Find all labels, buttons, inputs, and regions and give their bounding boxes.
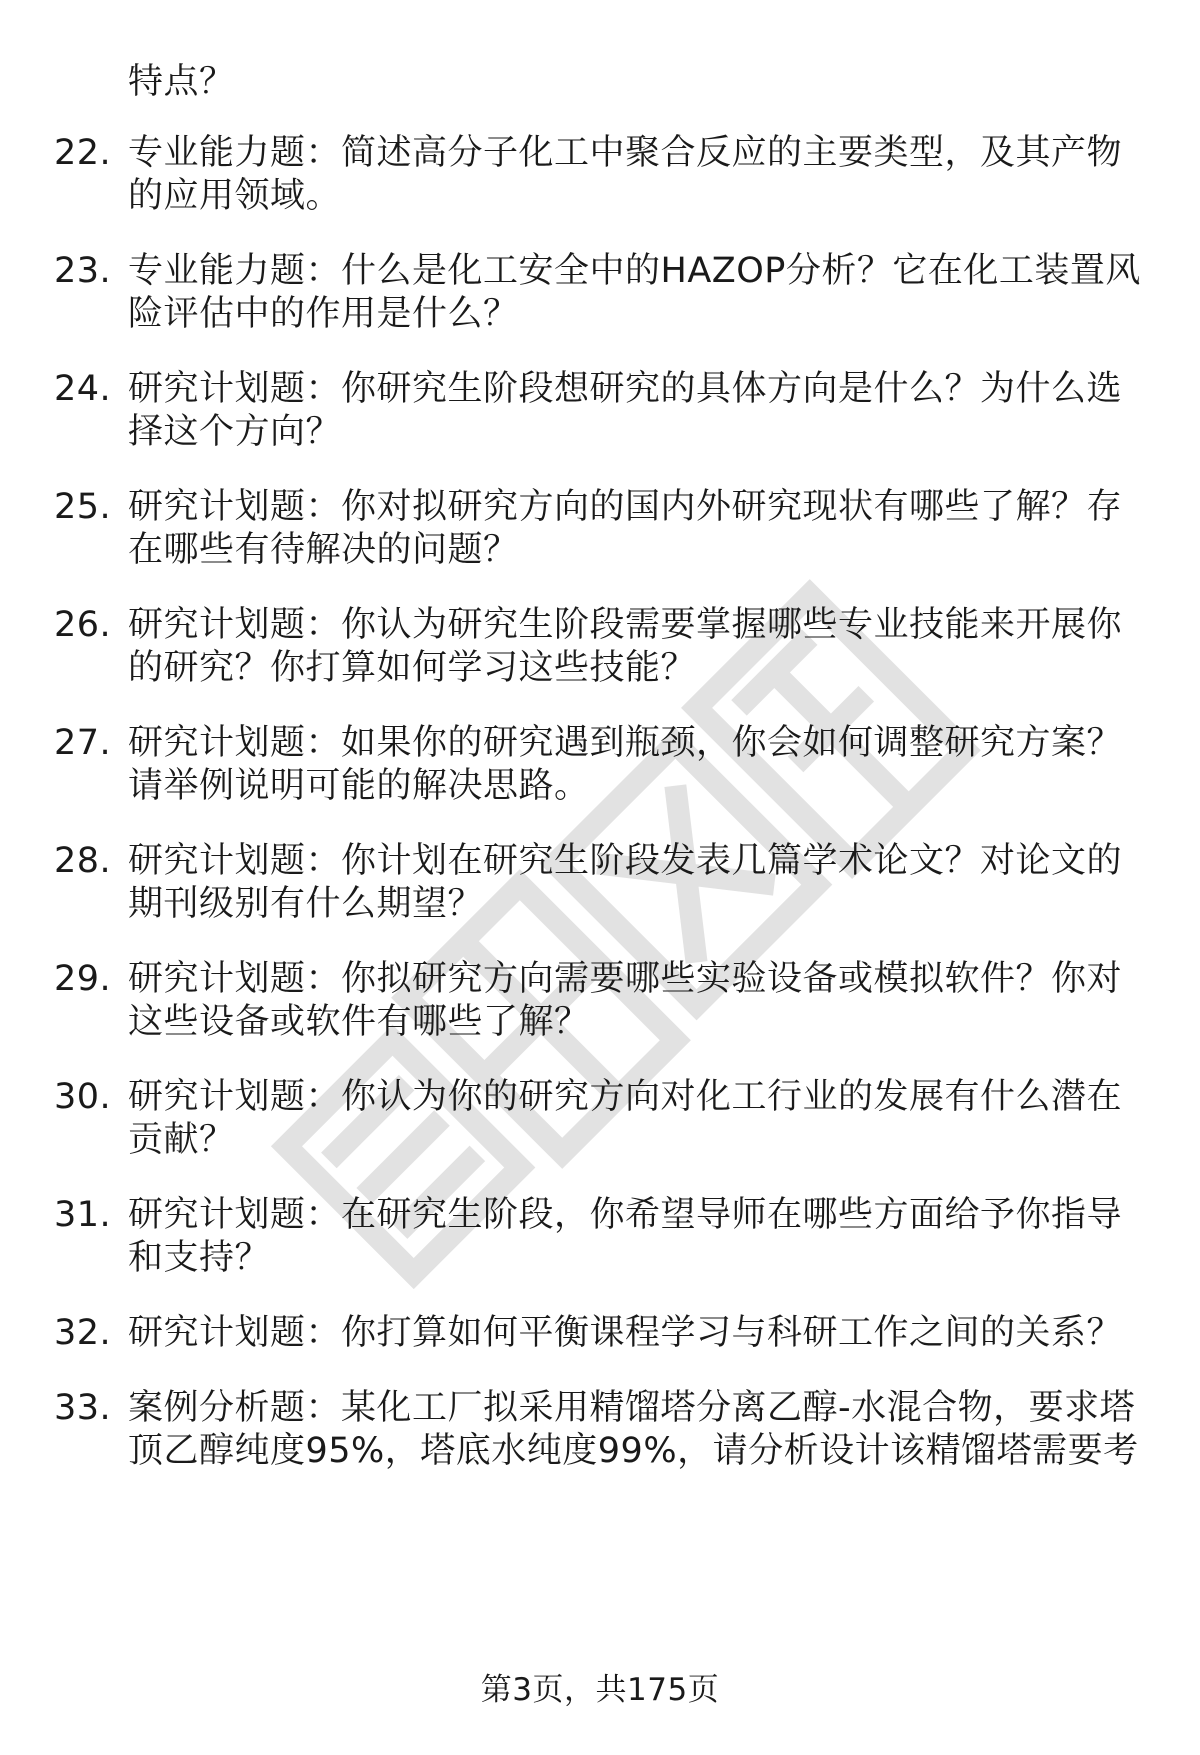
question-text-line: 研究计划题：你拟研究方向需要哪些实验设备或模拟软件？你对	[128, 959, 1123, 999]
question-text-line: 研究计划题：你认为研究生阶段需要掌握哪些专业技能来开展你	[128, 605, 1123, 645]
question-text-line: 和支持？	[128, 1238, 271, 1278]
question-number: 25.	[54, 487, 112, 527]
question-text-line: 研究计划题：在研究生阶段，你希望导师在哪些方面给予你指导	[128, 1195, 1123, 1235]
question-text	[128, 1076, 1158, 1162]
question-text-line: 研究计划题：你认为你的研究方向对化工行业的发展有什么潜在	[128, 1077, 1123, 1117]
question-text-line: 这些设备或软件有哪些了解？	[128, 1002, 590, 1042]
question-text-line: 案例分析题：某化工厂拟采用精馏塔分离乙醇-水混合物，要求塔	[128, 1388, 1136, 1428]
question-text-line: 研究计划题：你对拟研究方向的国内外研究现状有哪些了解？存	[128, 487, 1123, 527]
question-number: 28.	[54, 841, 112, 881]
question-text-line: 的研究？你打算如何学习这些技能？	[128, 648, 697, 688]
question-text	[128, 368, 1158, 454]
question-text-line: 在哪些有待解决的问题？	[128, 530, 519, 570]
question-number: 24.	[54, 369, 112, 409]
question-text	[128, 1312, 1158, 1355]
question-text	[128, 604, 1158, 690]
question-text	[128, 250, 1158, 336]
question-text-line: 择这个方向？	[128, 412, 342, 452]
question-text-line: 期刊级别有什么期望？	[128, 884, 484, 924]
question-text-line: 险评估中的作用是什么？	[128, 294, 519, 334]
question-text	[128, 132, 1158, 218]
question-text-line: 专业能力题：什么是化工安全中的HAZOP分析？它在化工装置风	[128, 251, 1141, 291]
question-text-line: 专业能力题：简述高分子化工中聚合反应的主要类型，及其产物	[128, 133, 1123, 173]
question-text	[128, 840, 1158, 926]
question-text	[128, 486, 1158, 572]
question-number: 26.	[54, 605, 112, 645]
question-text	[128, 958, 1158, 1044]
question-text-line: 研究计划题：你研究生阶段想研究的具体方向是什么？为什么选	[128, 369, 1123, 409]
question-number: 22.	[54, 133, 112, 173]
question-text-line: 贡献？	[128, 1120, 235, 1160]
question-number: 32.	[54, 1313, 112, 1353]
question-number: 31.	[54, 1195, 112, 1235]
question-number: 23.	[54, 251, 112, 291]
question-text	[128, 1194, 1158, 1280]
question-number: 29.	[54, 959, 112, 999]
question-text-line: 研究计划题：你打算如何平衡课程学习与科研工作之间的关系？	[128, 1313, 1123, 1353]
question-text-line: 请举例说明可能的解决思路。	[128, 766, 590, 806]
question-text-line: 的应用领域。	[128, 176, 342, 216]
question-number: 27.	[54, 723, 112, 763]
question-number: 30.	[54, 1077, 112, 1117]
question-text-line: 研究计划题：如果你的研究遇到瓶颈，你会如何调整研究方案？	[128, 723, 1123, 763]
question-text	[128, 722, 1158, 808]
question-text-line: 研究计划题：你计划在研究生阶段发表几篇学术论文？对论文的	[128, 841, 1123, 881]
continuation-line: 特点？	[128, 62, 235, 102]
question-text-line: 顶乙醇纯度95%，塔底水纯度99%，请分析设计该精馏塔需要考	[128, 1431, 1139, 1471]
question-text	[128, 1387, 1158, 1473]
question-number: 33.	[54, 1388, 112, 1428]
page-footer: 第3页，共175页	[480, 1672, 720, 1708]
